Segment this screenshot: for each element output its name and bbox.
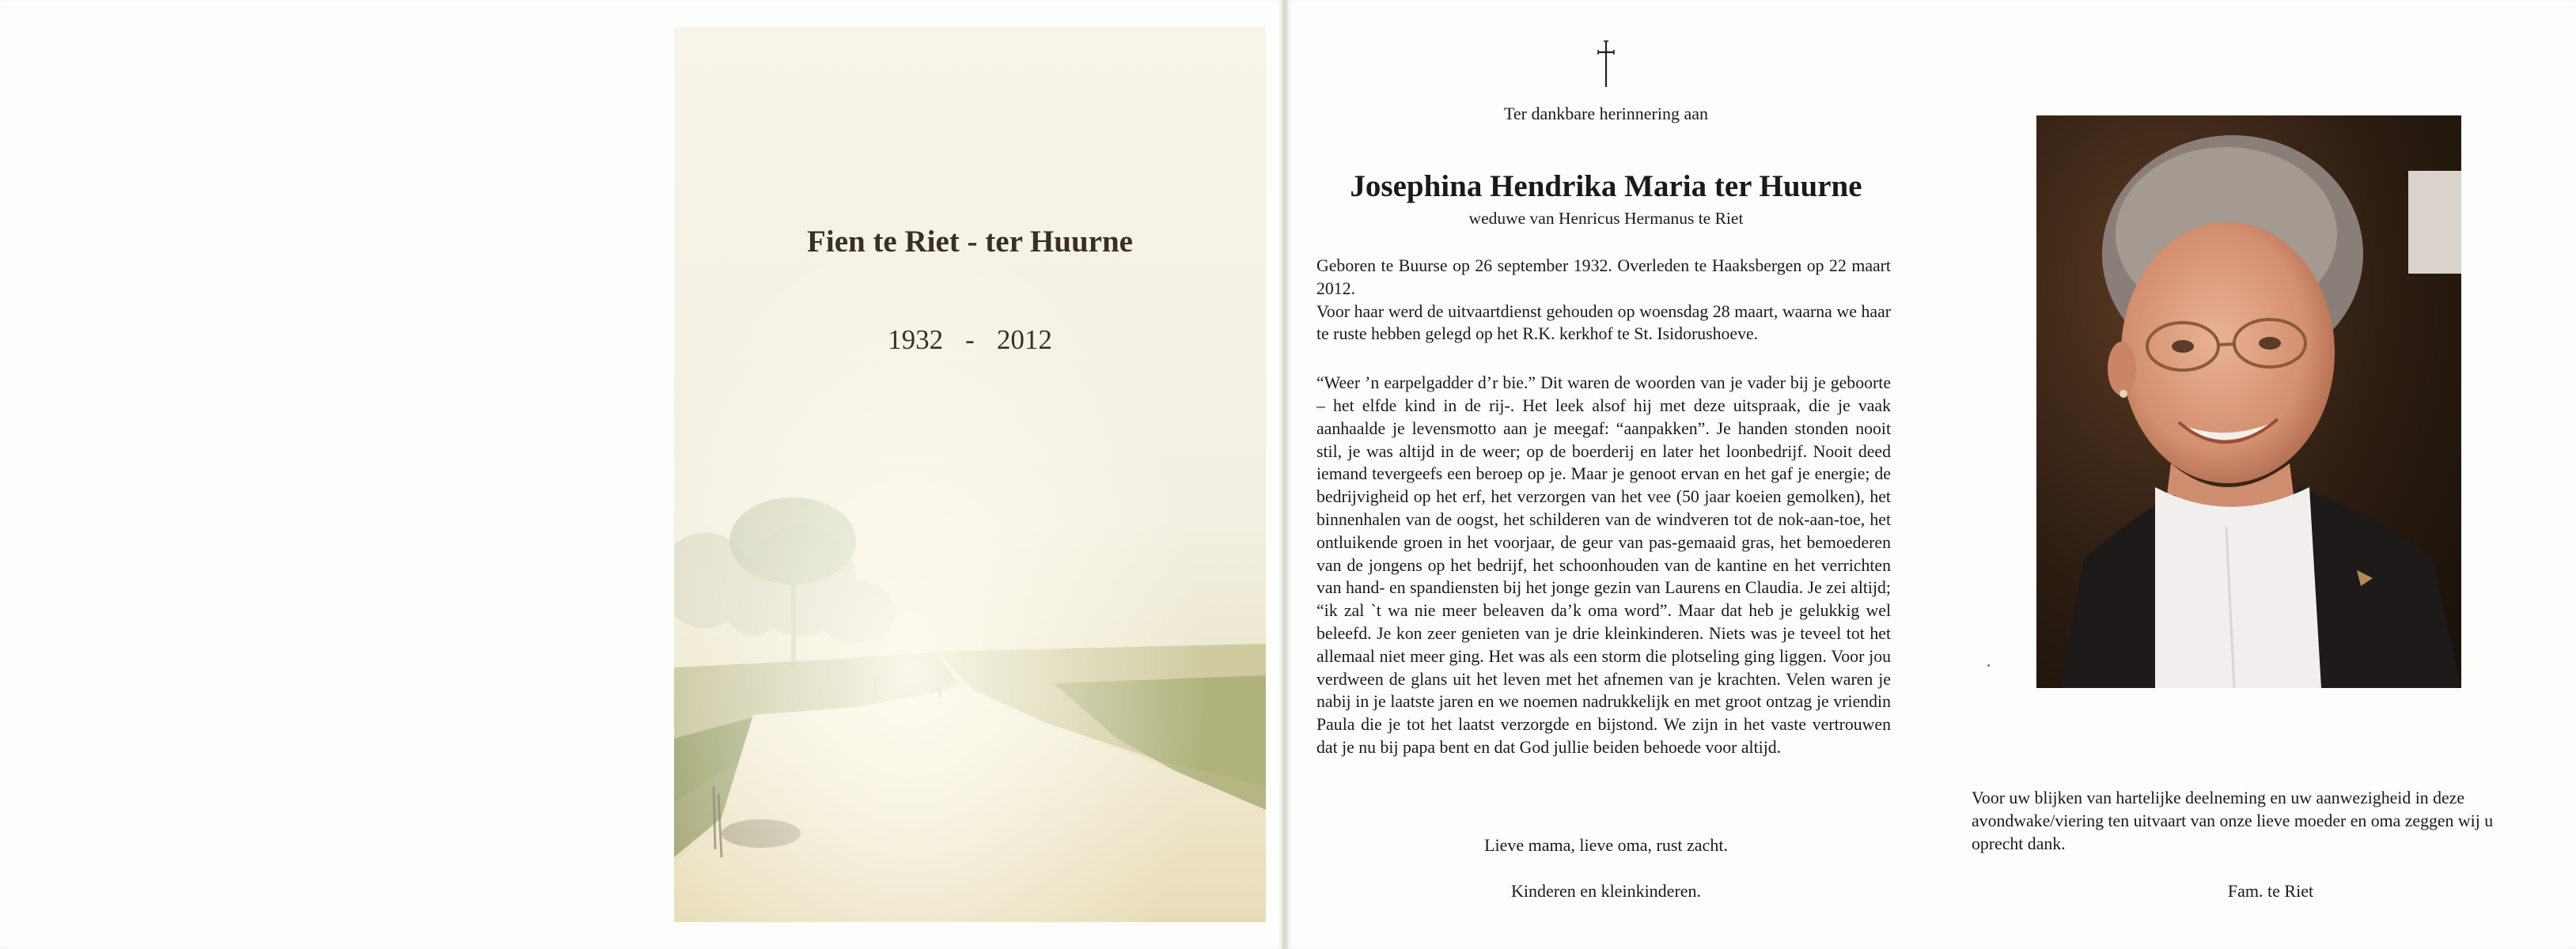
life-story-paragraph: “Weer ’n earpelgadder d’r bie.” Dit waren de woorden van je vader bij je geboorte – het elfde kind in de rij-. Het leek alsof hij met deze uitspraak, die je vaak aanhaalde je levensmotto aan je meegaf: “aanpakken”. Je handen stonden nooit stil, je was altijd in de weer; op de boerderij en later het loonbedrijf. Nooit deed iemand tevergeefs een beroep op je. Maar je genoot ervan en het gaf je energie; de bedrijvigheid op het erf, het verzorgen van het vee (50 jaar koeien gemolken), het binnenhalen van de oogst, het schilderen van de windveren tot de nok-aan-toe, het ontluikende groen in het voorjaar, de geur van pas-gemaaid gras, het bemoederen van de jongens op het bedrijf, het schoonhouden van de kantine en het verrichten van hand- en spandiensten bij het jonge gezin van Laurens en Claudia. Je zei altijd; “ik zal `t wa nie meer beleaven da’k oma word”. Maar dat heb je gelukkig wel beleefd. Je kon zeer genieten van je drie kleinkinderen. Niets was je teveel tot het allemaal niet meer ging. Het was als een storm die plotseling ging liggen. Voor jou verdween de glans uit het leven met het afnemen van je krachten. Velen waren je nabij in je laatste jaren en we noemen nadrukkelijk en met groot ontzag je vriendin Paula die je tot het laatst verzorgde en bijstond. We zijn in het vaste vertrouwen dat je nu bij papa bent en dat God jullie beiden behoede voor altijd. <box>1316 373 1891 757</box>
deceased-name: Josephina Hendrika Maria ter Huurne <box>1350 169 1862 203</box>
cover-card <box>0 0 1282 949</box>
widow-line: weduwe van Henricus Hermanus te Riet <box>1468 209 1744 228</box>
obituary-text <box>1316 255 1891 759</box>
farewell-line: Lieve mama, lieve oma, rust zacht. <box>1484 835 1728 855</box>
portrait-photo <box>2036 115 2461 688</box>
children-signature: Kinderen en kleinkinderen. <box>1510 881 1702 901</box>
landscape-illustration <box>674 27 1266 922</box>
card-fold <box>1282 0 1288 949</box>
cross-icon <box>1594 40 1618 89</box>
birth-year: 1932 <box>888 324 944 355</box>
cover-landscape-photo <box>674 27 1266 922</box>
family-signature: Fam. te Riet <box>2227 881 2314 901</box>
portrait-illustration <box>2036 115 2461 688</box>
cover-years <box>674 324 1266 356</box>
death-year: 2012 <box>996 324 1052 355</box>
birth-death-paragraph: Geboren te Buurse op 26 september 1932. Overleden te Haaksbergen op 22 maart 2012. <box>1316 256 1891 298</box>
funeral-paragraph: Voor haar werd de uitvaartdienst gehouden op woensdag 28 maart, waarna we haar te ruste hebben gelegd op het R.K. kerkhof te St. Isidorushoeve. <box>1316 301 1891 344</box>
dedication-line: Ter dankbare herinnering aan <box>1503 104 1709 123</box>
cover-title: Fien te Riet - ter Huurne <box>807 225 1133 259</box>
thanks-text: Voor uw blijken van hartelijke deelneming en uw aanwezigheid in deze avondwake/viering ten uitvaart van onze lieve moeder en oma zeggen wij u oprecht dank. <box>1972 788 2494 853</box>
year-separator: - <box>965 324 975 355</box>
dust-speck <box>1987 664 1990 667</box>
